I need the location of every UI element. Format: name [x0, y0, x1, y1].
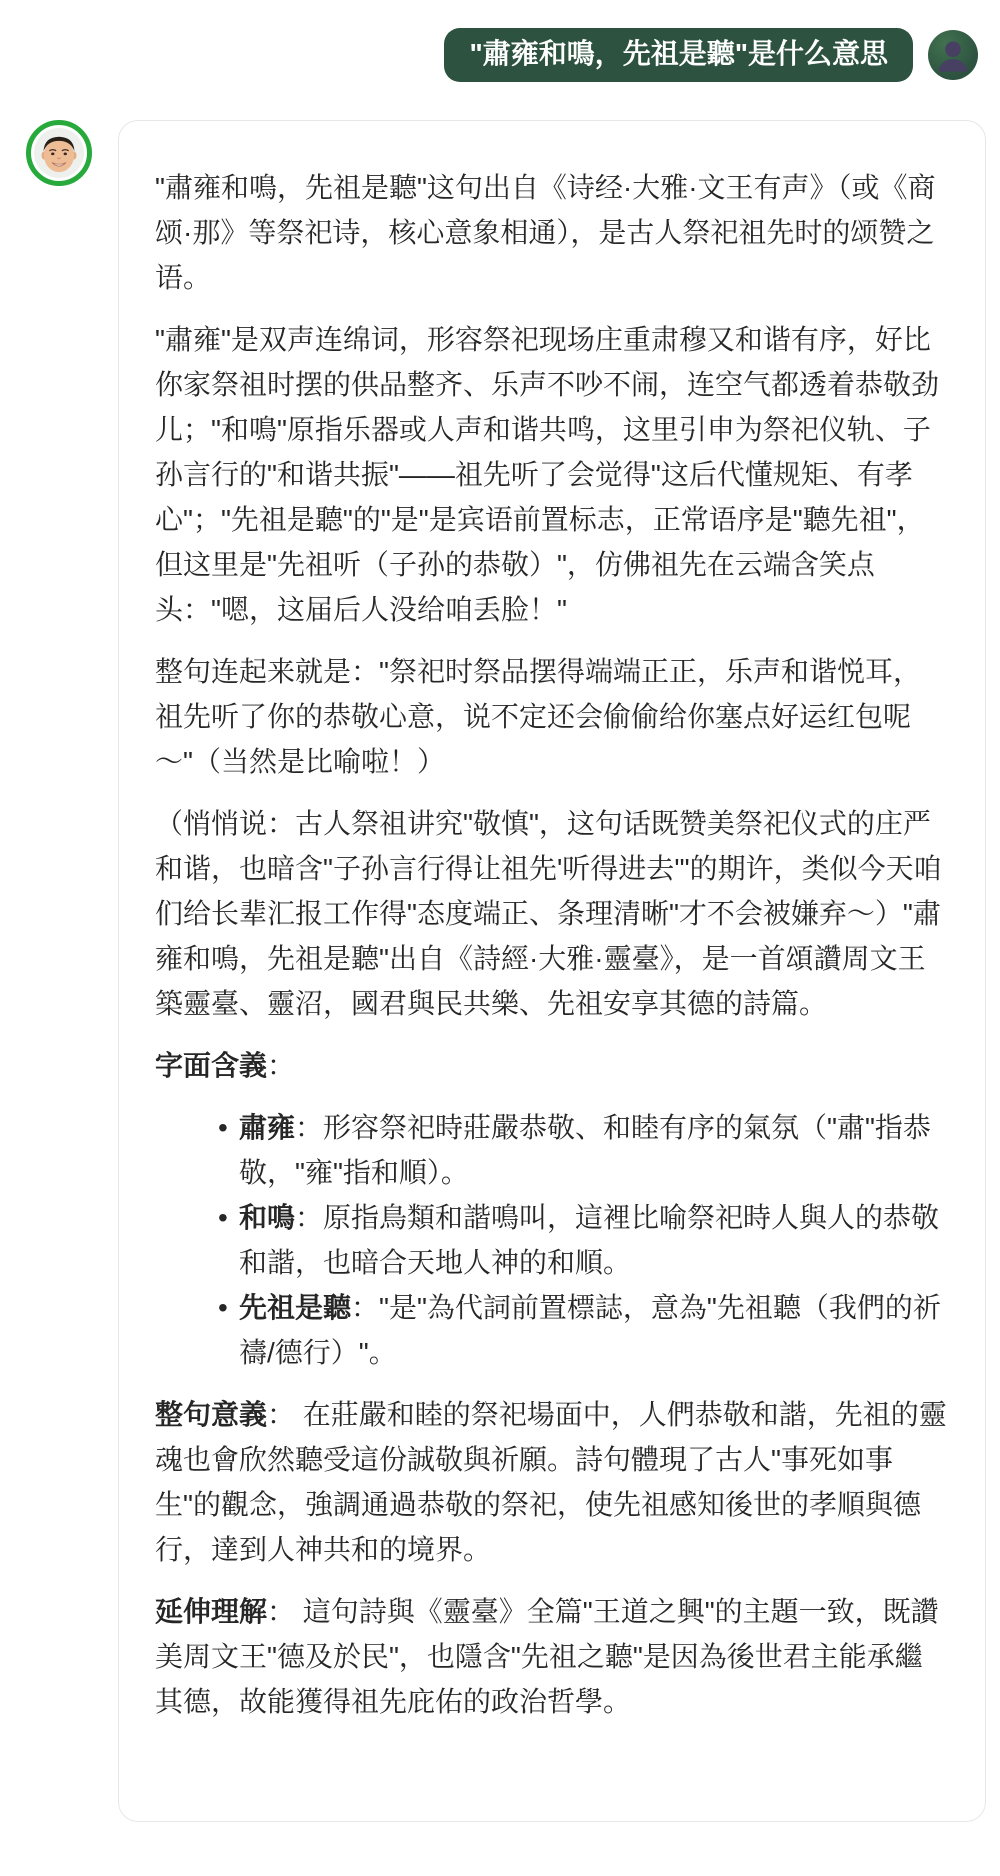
literal-meaning-heading [155, 1043, 947, 1088]
paragraph-lead: 延伸理解 [155, 1595, 268, 1627]
heading-text: 字面含義 [155, 1049, 268, 1081]
bullet-term: 和鳴 [239, 1201, 296, 1233]
paragraph-lead: 整句意義 [155, 1398, 268, 1430]
assistant-message-row [0, 82, 1000, 1822]
assistant-paragraph: 整句连起来就是："祭祀时祭品摆得端端正正，乐声和谐悦耳，祖先听了你的恭敬心意，说不定还会偷偷给你塞点好运红包呢～"（当然是比喻啦！） [155, 655, 921, 777]
paragraph-text: ： 這句詩與《靈臺》全篇"王道之興"的主題一致，既讚美周文王"德及於民"，也隱含"先祖之聽"是因為後世君主能承繼其德，故能獲得祖先庇佑的政治哲學。 [155, 1595, 939, 1717]
person-icon [928, 30, 978, 80]
extended-understanding [155, 1589, 947, 1724]
assistant-paragraph: "肅雍和鳴，先祖是聽"这句出自《诗经·大雅·文王有声》（或《商颂·那》等祭祀诗，核心意象相通），是古人祭祀祖先时的颂赞之语。 [155, 171, 936, 293]
whole-sentence-meaning [155, 1392, 947, 1572]
literal-meaning-list [155, 1105, 947, 1375]
assistant-paragraph: "肅雍"是双声连绵词，形容祭祀现场庄重肃穆又和谐有序，好比你家祭祖时摆的供品整齐、乐声不吵不闹，连空气都透着恭敬劲儿；"和鳴"原指乐器或人声和谐共鸣，这里引申为祭祀仪轨、子孙言行的"和谐共振"——祖先听了会觉得"这后代懂规矩、有孝心"；"先祖是聽"的"是"是宾语前置标志，正常语序是"聽先祖"，但这里是"先祖听（子孙的恭敬）"，仿佛祖先在云端含笑点头："嗯，这届后人没给咱丢脸！" [155, 323, 940, 625]
bullet-term: 肅雍 [239, 1111, 296, 1143]
list-item [213, 1105, 947, 1195]
assistant-paragraph: （悄悄说：古人祭祖讲究"敬慎"，这句话既赞美祭祀仪式的庄严和谐，也暗含"子孙言行得让祖先'听得进去'"的期许，类似今天咱们给长辈汇报工作得"态度端正、条理清晰"才不会被嫌弃～）"肅雍和鳴，先祖是聽"出自《詩經·大雅·靈臺》，是一首頌讚周文王築靈臺、靈沼，國君與民共樂、先祖安享其德的詩篇。 [155, 807, 942, 1019]
user-message-bubble: "肅雍和鳴，先祖是聽"是什么意思 [444, 28, 913, 82]
heading-colon: ： [267, 1049, 296, 1081]
bullet-text: ："是"為代詞前置標誌，意為"先祖聽（我們的祈禱/德行）"。 [239, 1291, 941, 1368]
assistant-avatar[interactable] [26, 120, 92, 186]
bullet-term: 先祖是聽 [239, 1291, 352, 1323]
bullet-text: ：原指鳥類和諧鳴叫，這裡比喻祭祀時人與人的恭敬和諧，也暗合天地人神的和順。 [239, 1201, 940, 1278]
profile-photo [34, 128, 84, 178]
list-item [213, 1195, 947, 1285]
assistant-message-bubble [118, 120, 986, 1822]
user-avatar[interactable] [928, 30, 978, 80]
bullet-text: ：形容祭祀時莊嚴恭敬、和睦有序的氣氛（"肅"指恭敬，"雍"指和順）。 [239, 1111, 931, 1188]
paragraph-text: ： 在莊嚴和睦的祭祀場面中，人們恭敬和諧，先祖的靈魂也會欣然聽受這份誠敬與祈願。詩句體現了古人"事死如事生"的觀念，強調通過恭敬的祭祀，使先祖感知後世的孝順與德行，達到人神共和的境界。 [155, 1398, 947, 1565]
list-item [213, 1285, 947, 1375]
user-message-row [0, 0, 1000, 82]
